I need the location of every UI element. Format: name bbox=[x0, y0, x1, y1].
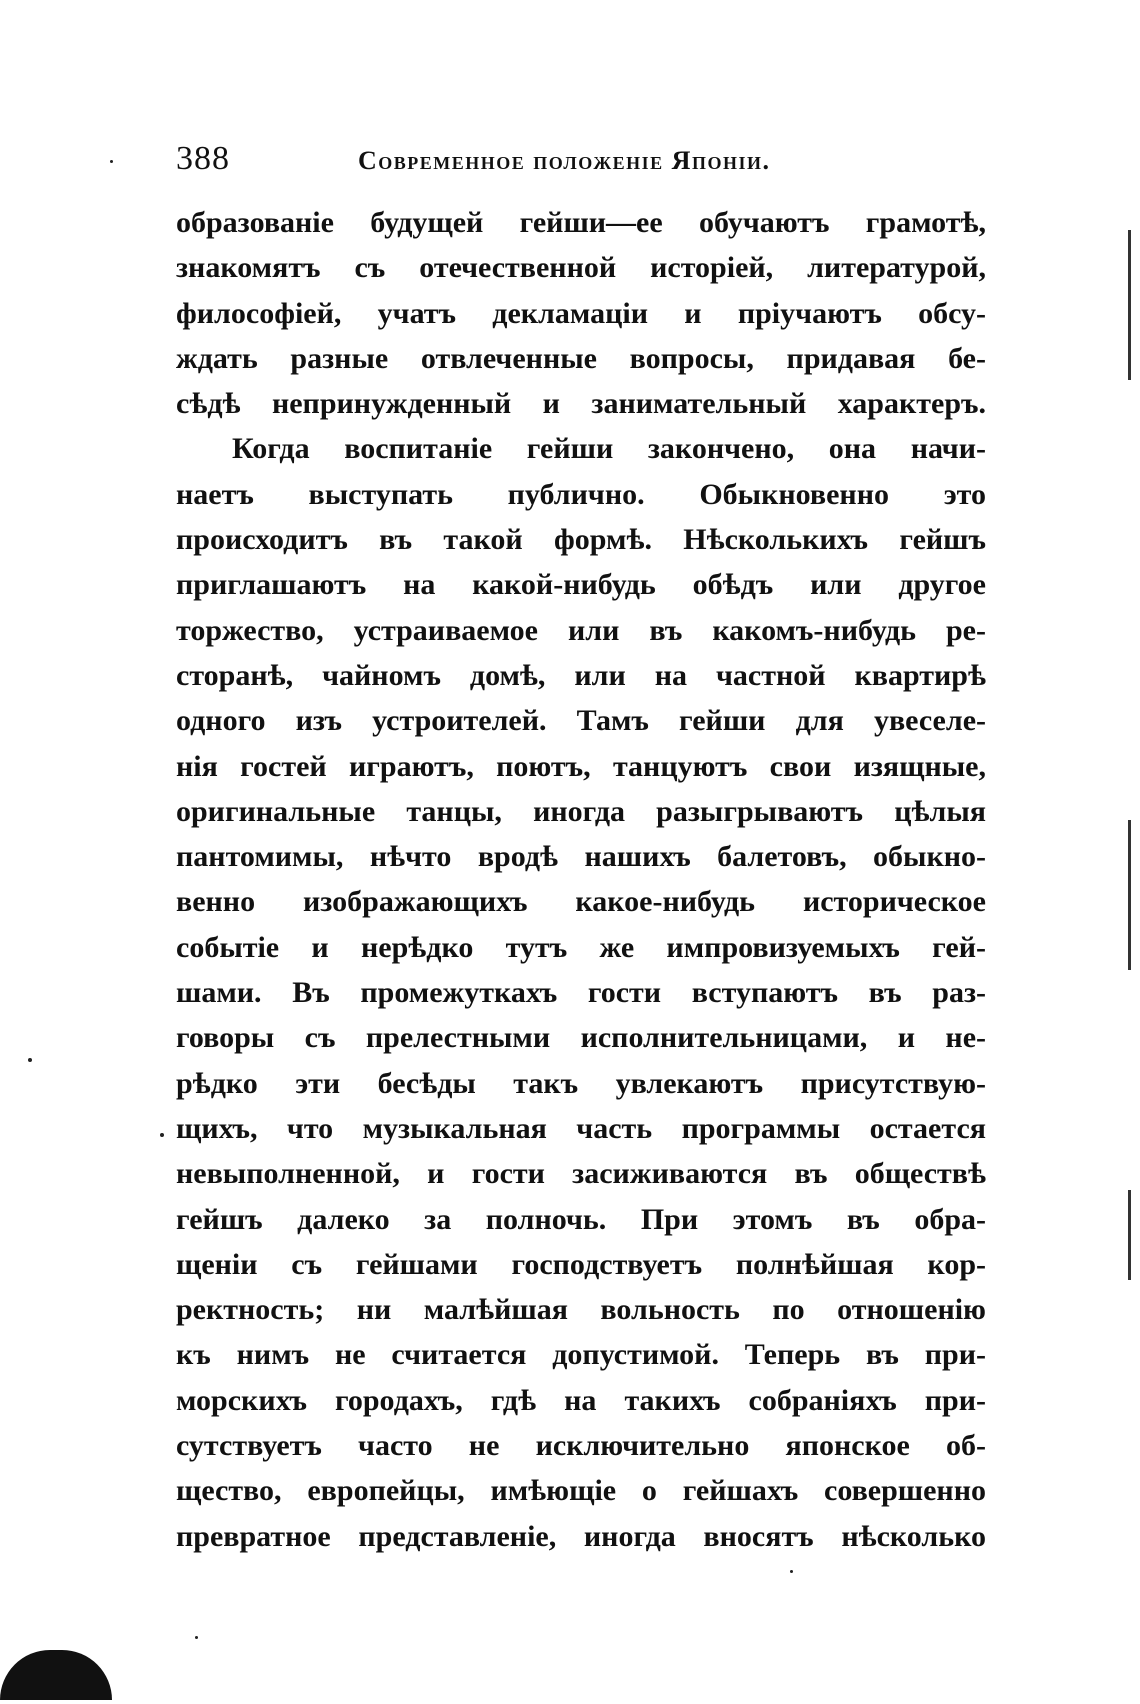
text-line: превратное представленіе, иногда вносятъ нѣсколько bbox=[176, 1519, 986, 1553]
text-line: морскихъ городахъ, гдѣ на такихъ собраніяхъ при- bbox=[176, 1383, 986, 1417]
text-line: говоры съ прелестными исполнительницами, и не- bbox=[176, 1021, 986, 1055]
text-line: сторанѣ, чайномъ домѣ, или на частной квартирѣ bbox=[176, 658, 986, 692]
text-line: рѣдко эти бесѣды такъ увлекаютъ присутствую- bbox=[176, 1066, 986, 1100]
text-line: щество, европейцы, имѣющіе о гейшахъ совершенно bbox=[176, 1474, 986, 1508]
text-line: венно изображающихъ какое-нибудь историческое bbox=[176, 885, 986, 919]
text-line: къ нимъ не считается допустимой. Теперь въ при- bbox=[176, 1338, 986, 1372]
text-line: происходитъ въ такой формѣ. Нѣсколькихъ гейшъ bbox=[176, 523, 986, 557]
text-line: торжество, устраиваемое или въ какомъ-нибудь ре- bbox=[176, 613, 986, 647]
page-number: 388 bbox=[176, 140, 230, 177]
text-line: шами. Въ промежуткахъ гости вступаютъ въ раз- bbox=[176, 976, 986, 1010]
scan-speck bbox=[790, 1570, 793, 1573]
text-line: нія гостей играютъ, поютъ, танцуютъ свои изящные, bbox=[176, 749, 986, 783]
scan-speck bbox=[160, 1133, 164, 1137]
text-line: пантомимы, нѣчто вродѣ нашихъ балетовъ, обыкно- bbox=[176, 840, 986, 874]
text-line: одного изъ устроителей. Тамъ гейши для увеселе- bbox=[176, 704, 986, 738]
running-head: Современное положеніе Японіи. bbox=[358, 146, 771, 175]
text-line: событіе и нерѣдко тутъ же импровизуемыхъ гей- bbox=[176, 930, 986, 964]
scan-speck bbox=[28, 1058, 32, 1062]
scan-speck bbox=[110, 160, 113, 163]
text-line: ректность; ни малѣйшая вольность по отношенію bbox=[176, 1293, 986, 1327]
text-line: философіей, учатъ декламаціи и пріучаютъ обсу- bbox=[176, 296, 986, 330]
text-line: невыполненной, и гости засиживаются въ обществѣ bbox=[176, 1157, 986, 1191]
text-line: образованіе будущей гейши—ее обучаютъ грамотѣ, bbox=[176, 206, 986, 239]
text-line: сутствуетъ часто не исключительно японское об- bbox=[176, 1429, 986, 1463]
text-line: щеніи съ гейшами господствуетъ полнѣйшая кор- bbox=[176, 1247, 986, 1281]
text-line: щихъ, что музыкальная часть программы остается bbox=[176, 1111, 986, 1145]
text-line: сѣдѣ непринужденный и занимательный характеръ. bbox=[176, 387, 986, 421]
scan-corner-blot bbox=[0, 1650, 112, 1700]
scan-speck bbox=[195, 1636, 198, 1639]
text-line: оригинальные танцы, иногда разыгрываютъ цѣлыя bbox=[176, 794, 986, 828]
paragraph-first-line: Когда воспитаніе гейши закончено, она начи- bbox=[232, 432, 986, 466]
text-line: гейшъ далеко за полночь. При этомъ въ обра- bbox=[176, 1202, 986, 1236]
text-line: знакомятъ съ отечественной исторіей, литературой, bbox=[176, 251, 986, 285]
body-text bbox=[176, 200, 986, 1559]
text-line: ждать разные отвлеченные вопросы, придавая бе- bbox=[176, 341, 986, 375]
scan-edge-mark bbox=[1128, 820, 1131, 970]
text-line: приглашаютъ на какой-нибудь обѣдъ или другое bbox=[176, 568, 986, 602]
scan-edge-mark bbox=[1128, 230, 1131, 380]
text-line: наетъ выступать публично. Обыкновенно это bbox=[176, 477, 986, 511]
scan-edge-mark bbox=[1128, 1190, 1131, 1280]
